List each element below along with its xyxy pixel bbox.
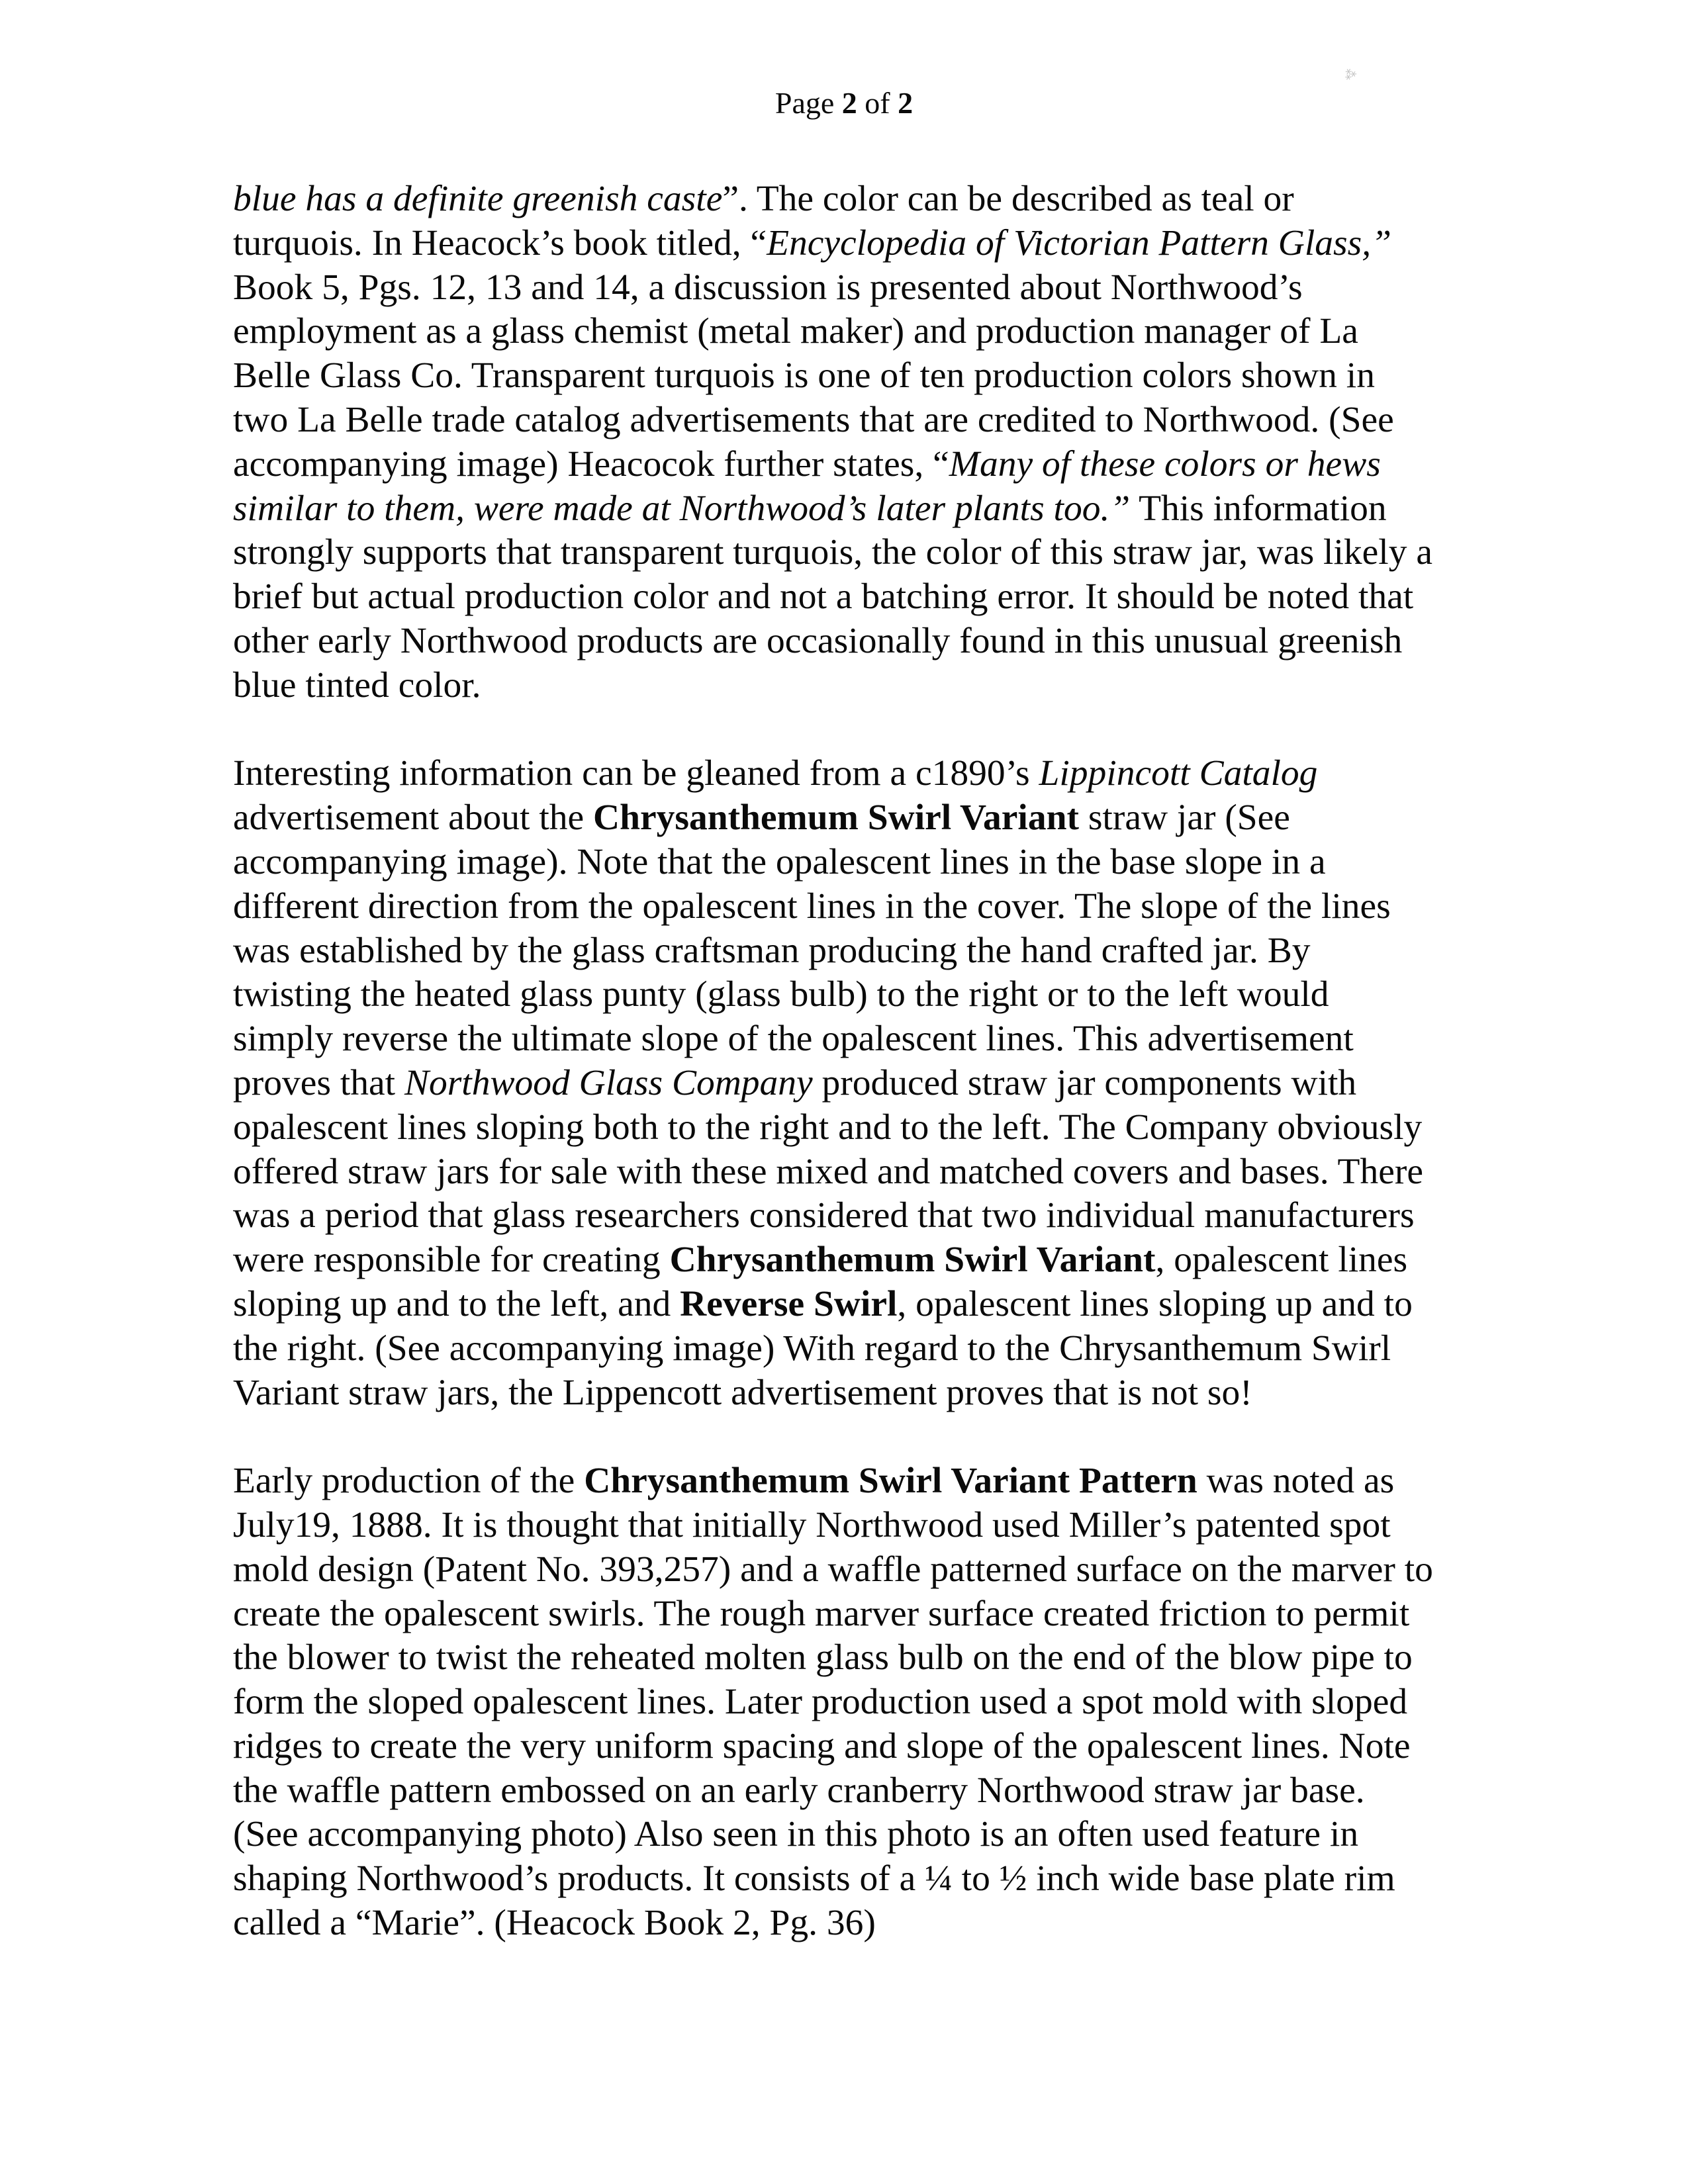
bold-text: Chrysanthemum Swirl Variant Pattern [584, 1461, 1197, 1502]
text-run: Book 5, Pgs. 12, 13 and 14, a discussion is presented about Northwood’s [233, 267, 1303, 308]
text-run: was noted as [1197, 1461, 1395, 1502]
text-run: This information [1130, 488, 1387, 529]
text-line [233, 266, 1491, 310]
text-line [233, 619, 1491, 664]
text-run: was established by the glass craftsman producing the hand crafted jar. By [233, 930, 1311, 971]
text-run: , opalescent lines [1155, 1240, 1408, 1281]
text-line [233, 885, 1491, 929]
text-run: Interesting information can be gleaned from a c1890’s [233, 753, 1039, 794]
text-line [233, 1901, 1491, 1946]
text-line [233, 1592, 1491, 1637]
text-line [233, 1548, 1491, 1592]
text-run: proves that [233, 1062, 404, 1103]
text-run: opalescent lines sloping both to the right and to the left. The Company obviously [233, 1107, 1423, 1148]
current-page-number: 2 [841, 86, 857, 120]
text-line [233, 531, 1491, 575]
text-run: form the sloped opalescent lines. Later production used a spot mold with sloped [233, 1682, 1408, 1723]
text-run: mold design (Patent No. 393,257) and a waffle patterned surface on the marver to [233, 1549, 1433, 1590]
text-line [233, 1327, 1491, 1371]
body-text [233, 177, 1491, 1946]
text-run: accompanying image) Heacocok further states, “ [233, 443, 949, 484]
bold-text: Chrysanthemum Swirl Variant [593, 797, 1079, 839]
text-line [233, 487, 1491, 531]
text-run: create the opalescent swirls. The rough marver surface created friction to permit [233, 1593, 1410, 1634]
text-line [233, 929, 1491, 974]
text-run: twisting the heated glass punty (glass bulb) to the right or to the left would [233, 974, 1329, 1015]
text-run: advertisement about the [233, 797, 594, 839]
paragraph-gap [233, 708, 1491, 752]
text-line [233, 310, 1491, 354]
bold-text: Reverse Swirl [680, 1283, 898, 1324]
text-run: (See accompanying photo) Also seen in this photo is an often used feature in [233, 1814, 1359, 1855]
text-line [233, 664, 1491, 708]
text-line [233, 1813, 1491, 1857]
text-line [233, 1150, 1491, 1195]
text-line [233, 1769, 1491, 1813]
text-run: offered straw jars for sale with these mixed and matched covers and bases. There [233, 1151, 1423, 1192]
italic-text: Many of these colors or hews [949, 443, 1381, 484]
text-run: straw jar (See [1078, 797, 1290, 839]
text-line [233, 1283, 1491, 1327]
text-line [233, 398, 1491, 443]
text-line [233, 1857, 1491, 1901]
total-page-count: 2 [898, 86, 914, 120]
text-line [233, 1504, 1491, 1548]
italic-text: Lippincott Catalog [1039, 753, 1318, 794]
text-run: called a “Marie”. (Heacock Book 2, Pg. 36) [233, 1903, 876, 1944]
text-run: produced straw jar components with [812, 1062, 1357, 1103]
text-line [233, 1725, 1491, 1769]
paragraph-2 [233, 752, 1491, 1415]
text-line [233, 1371, 1491, 1416]
bold-text: Chrysanthemum Swirl Variant [669, 1240, 1156, 1281]
text-run: were responsible for creating [233, 1240, 670, 1281]
italic-text: Northwood Glass Company [404, 1062, 813, 1103]
text-run: ridges to create the very uniform spacing and slope of the opalescent lines. Note [233, 1725, 1411, 1766]
text-line [233, 222, 1491, 266]
italic-text: Encyclopedia of Victorian Pattern Glass,” [767, 222, 1391, 263]
italic-text: similar to them, were made at Northwood’s later plants too.” [233, 488, 1131, 529]
text-run: brief but actual production color and not a batching error. It should be noted that [233, 576, 1414, 617]
text-run: accompanying image). Note that the opalescent lines in the base slope in a [233, 841, 1326, 882]
text-run: different direction from the opalescent lines in the cover. The slope of the lines [233, 886, 1391, 927]
page-label: Page [774, 86, 842, 120]
text-line [233, 1238, 1491, 1283]
paragraph-gap [233, 1415, 1491, 1459]
scan-speck-mark: ⁂ [1341, 65, 1359, 83]
text-run: the waffle pattern embossed on an early cranberry Northwood straw jar base. [233, 1770, 1365, 1811]
text-run: simply reverse the ultimate slope of the opalescent lines. This advertisement [233, 1019, 1354, 1060]
text-run: sloping up and to the left, and [233, 1283, 680, 1324]
text-line [233, 443, 1491, 487]
text-run: blue tinted color. [233, 664, 481, 705]
text-run: two La Belle trade catalog advertisements that are credited to Northwood. (See [233, 399, 1394, 440]
text-line [233, 1106, 1491, 1150]
text-line [233, 575, 1491, 619]
text-run: Variant straw jars, the Lippencott advertisement proves that is not so! [233, 1372, 1252, 1413]
text-line [233, 1459, 1491, 1504]
text-line [233, 1017, 1491, 1062]
text-line [233, 1194, 1491, 1238]
page-number-header [0, 85, 1688, 122]
text-run: Belle Glass Co. Transparent turquois is one of ten production colors shown in [233, 355, 1375, 396]
text-line [233, 841, 1491, 885]
text-run: employment as a glass chemist (metal maker) and production manager of La [233, 311, 1358, 352]
text-run: the right. (See accompanying image) With regard to the Chrysanthemum Swirl [233, 1328, 1391, 1369]
text-run: ”. The color can be described as teal or [722, 179, 1294, 219]
text-line [233, 1062, 1491, 1106]
text-run: shaping Northwood’s products. It consists of a ¼ to ½ inch wide base plate rim [233, 1858, 1395, 1899]
text-line [233, 752, 1491, 796]
page-of-label: of [857, 86, 898, 120]
paragraph-1 [233, 177, 1491, 708]
text-run: Early production of the [233, 1461, 585, 1502]
text-run: strongly supports that transparent turquois, the color of this straw jar, was likely a [233, 532, 1432, 573]
text-line [233, 1636, 1491, 1680]
text-run: turquois. In Heacock’s book titled, “ [233, 222, 767, 263]
text-line [233, 973, 1491, 1017]
text-run: the blower to twist the reheated molten glass bulb on the end of the blow pipe to [233, 1637, 1413, 1678]
italic-text: blue has a definite greenish caste [233, 179, 723, 219]
text-run: other early Northwood products are occasionally found in this unusual greenish [233, 620, 1403, 661]
text-line [233, 177, 1491, 222]
text-line [233, 796, 1491, 841]
text-run: July19, 1888. It is thought that initially Northwood used Miller’s patented spot [233, 1504, 1391, 1545]
text-run: was a period that glass researchers considered that two individual manufacturers [233, 1195, 1415, 1236]
text-line [233, 1680, 1491, 1725]
paragraph-3 [233, 1459, 1491, 1946]
text-run: , opalescent lines sloping up and to [897, 1283, 1413, 1324]
text-line [233, 354, 1491, 398]
